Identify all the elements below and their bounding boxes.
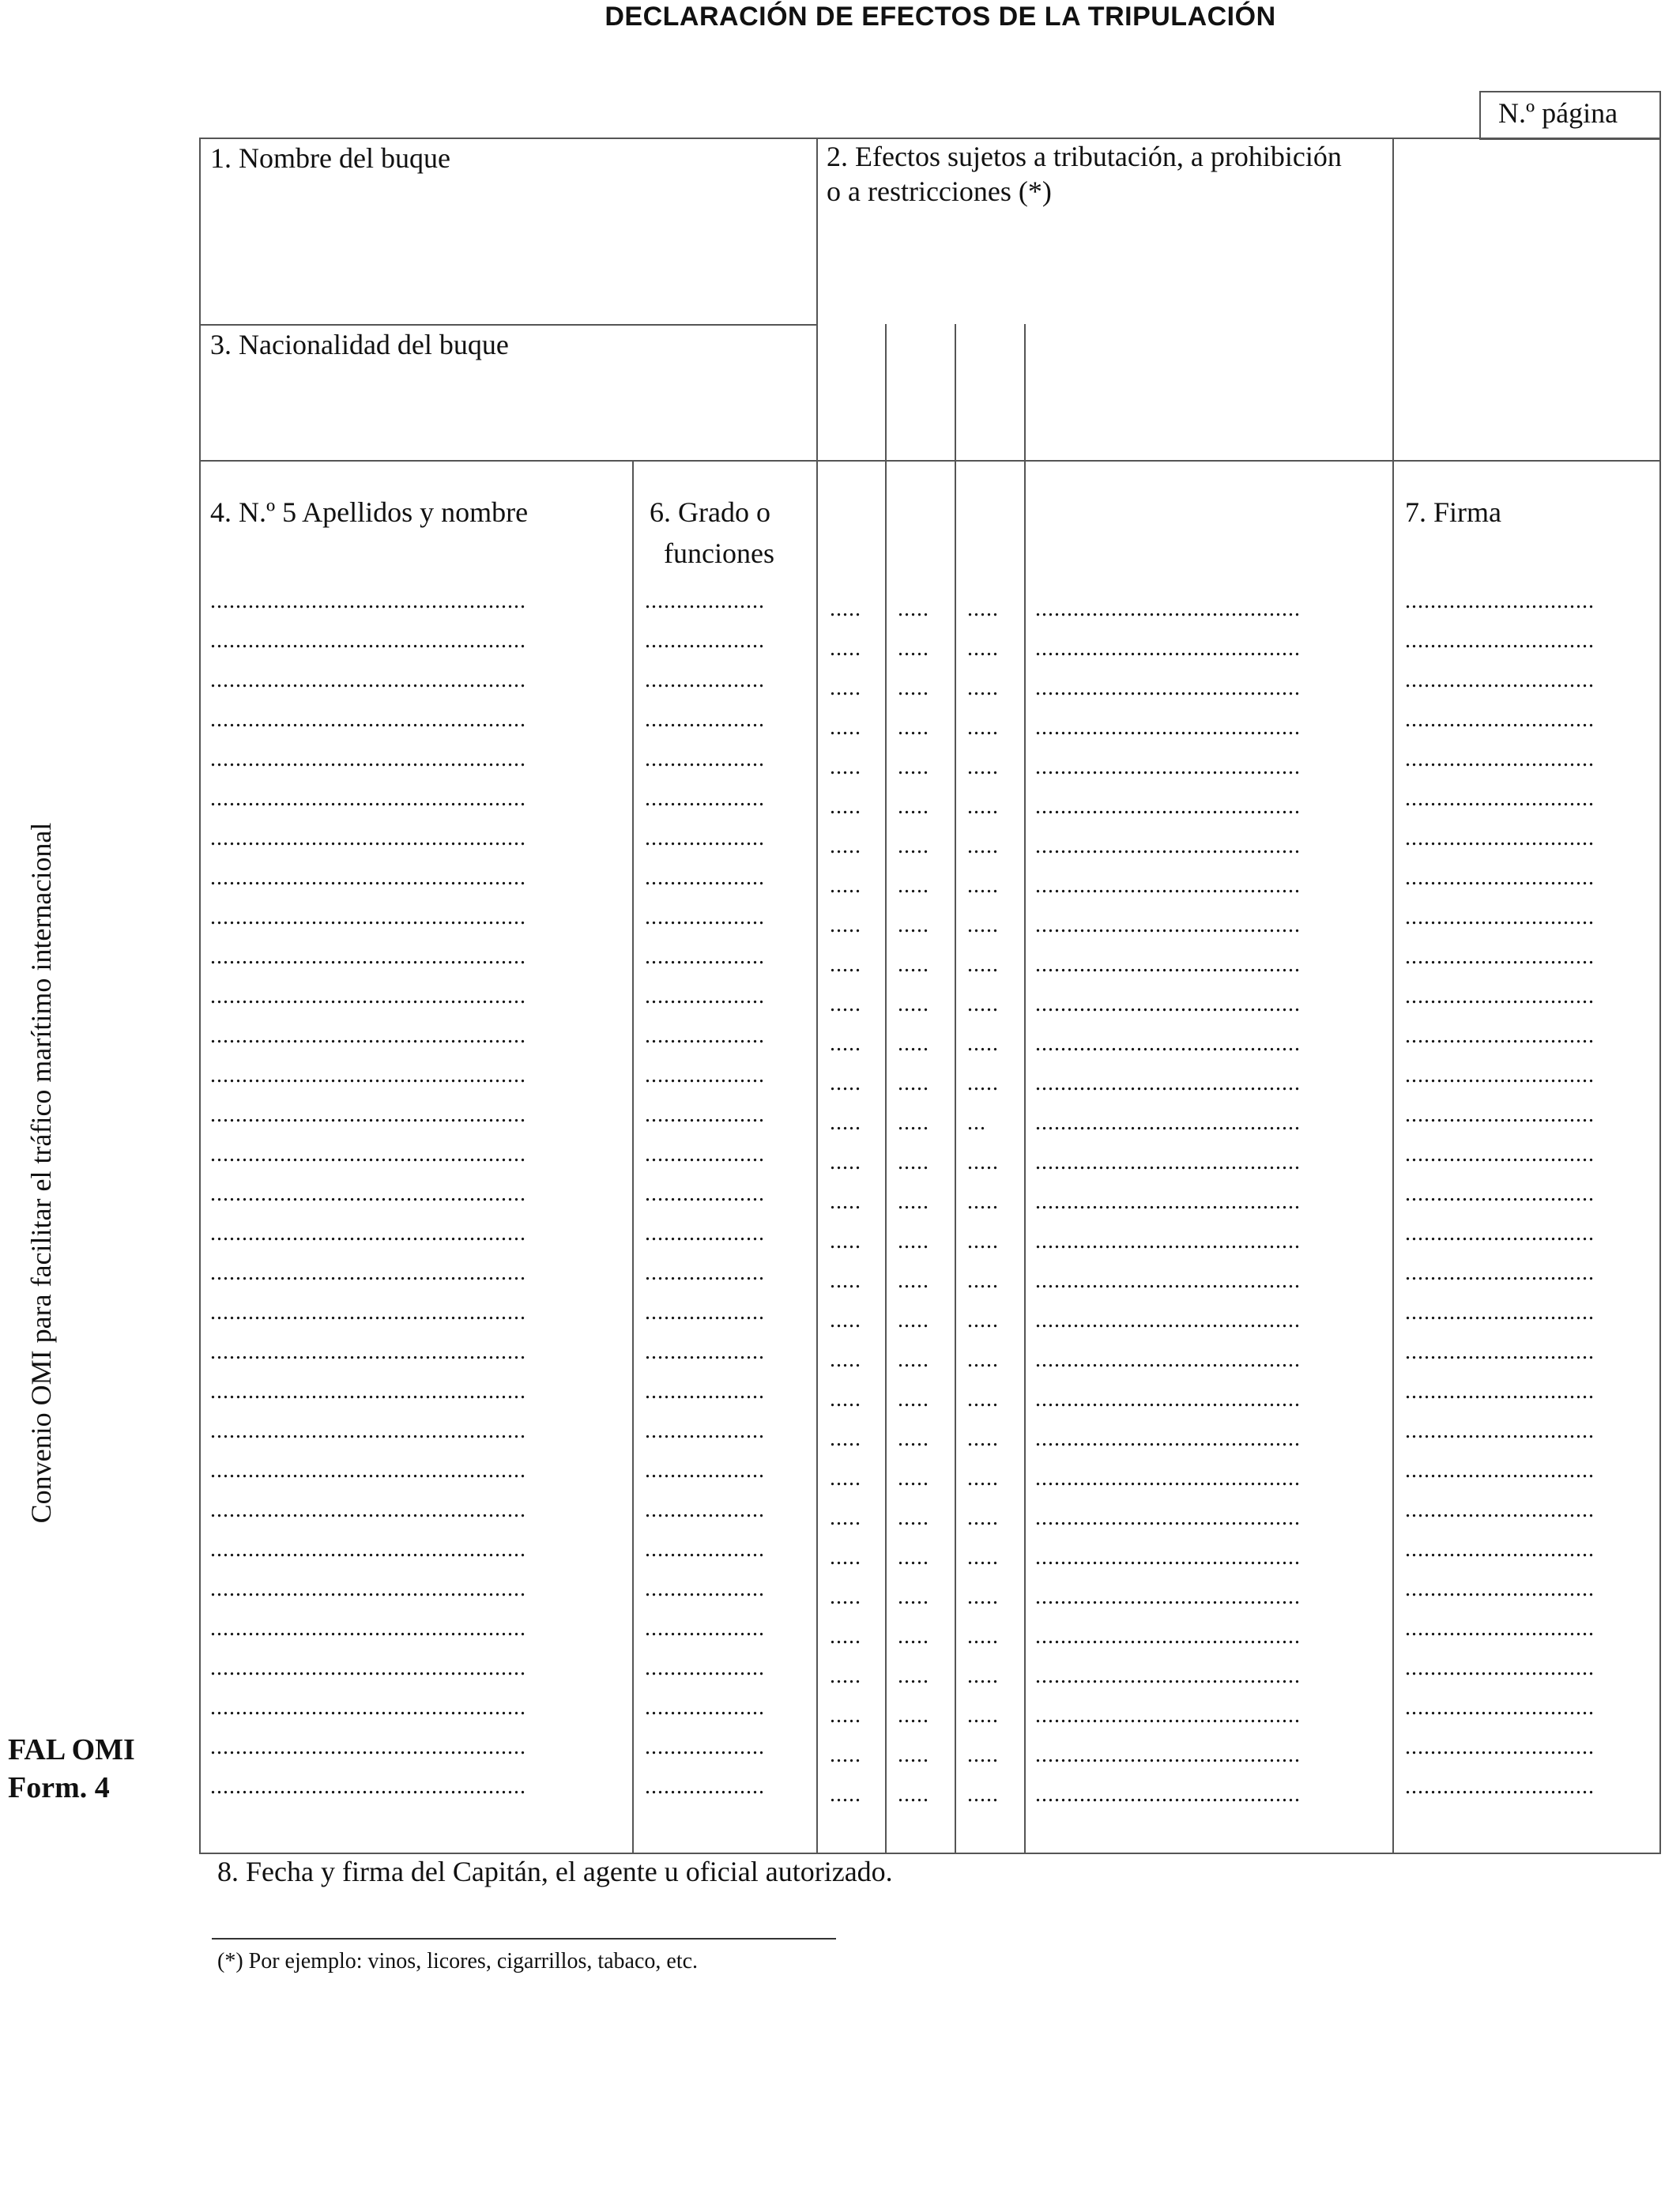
- captain-signature-label: 8. Fecha y firma del Capitán, el agente u oficial autorizado.: [217, 1856, 893, 1887]
- effects-col-2-entries[interactable]: ..... ..... ..... ..... ..... ..... ..... ..... ..... ..... ..... ..... ..... ..... ..... ..... ..... ..... ..... ..... ..... ..... ..... ..... ..... ..... ..... ..... ..... ..... .....: [898, 597, 929, 1807]
- divider-v-fields-1-2: [816, 138, 818, 1854]
- field-rank-label-line1: 6. Grado o: [650, 496, 770, 528]
- effects-col-3-entries[interactable]: ..... ..... ..... ..... ..... ..... ..... ..... ..... ..... ..... ..... ..... ... ..... ..... ..... ..... ..... ..... ..... ..... ..... ..... ..... ..... ..... ..... ..... ..... .....: [967, 597, 999, 1807]
- field-ship-nationality-label: 3. Nacionalidad del buque: [210, 329, 509, 360]
- divider-v-field-7: [1392, 138, 1394, 1854]
- signature-entries[interactable]: .............................. .............................. .............................. .............................. .............................. .............................. .............................. .............................. .............................. .............................. .............................. .............................. .............................. .............................. .............................. .............................. .............................. .............................. .............................. .............................. .............................. .............................. .............................. .............................. .............................. .............................. .............................. .............................. .............................. .............................. ..............................: [1405, 589, 1595, 1799]
- divider-v-effects-1: [885, 324, 887, 1854]
- field-rank-label-line2: funciones: [664, 537, 774, 569]
- divider-v-effects-3: [1024, 324, 1026, 1854]
- divider-v-rank: [632, 460, 634, 1854]
- form-code-line2: Form. 4: [8, 1771, 110, 1804]
- field-ship-name-label: 1. Nombre del buque: [210, 142, 450, 174]
- form-code-line1: FAL OMI: [8, 1733, 135, 1766]
- effects-col-1-entries[interactable]: ..... ..... ..... ..... ..... ..... ..... ..... ..... ..... ..... ..... ..... ..... ..... ..... ..... ..... ..... ..... ..... ..... ..... ..... ..... ..... ..... ..... ..... ..... .....: [830, 597, 861, 1807]
- field-effects-label-line1: 2. Efectos sujetos a tributación, a prohibición: [827, 141, 1342, 172]
- divider-v-effects-2: [955, 324, 956, 1854]
- field-signature-label: 7. Firma: [1405, 496, 1501, 528]
- ship-name-field[interactable]: [202, 179, 814, 321]
- footnote-rule: [212, 1938, 836, 1940]
- page-number-label: N.º página: [1498, 97, 1618, 129]
- convention-side-text: Convenio OMI para facilitar el tráfico marítimo internacional: [25, 822, 57, 1524]
- ship-nationality-field[interactable]: [202, 365, 814, 457]
- crew-name-entries[interactable]: .................................................. .................................................. .................................................. .................................................. .................................................. .................................................. .................................................. .................................................. .................................................. .................................................. .................................................. .................................................. .................................................. .................................................. .................................................. .................................................. .................................................. .................................................. .................................................. .................................................. .................................................. .................................................. .................................................. .................................................. .................................................. .................................................. .................................................. .................................................. .................................................. .................................................. ..................................................: [210, 589, 526, 1799]
- field-crew-name-label: 4. N.º 5 Apellidos y nombre: [210, 496, 529, 528]
- rank-entries[interactable]: ................... ................... ................... ................... ................... ................... ................... ................... ................... ................... ................... ................... ................... ................... ................... ................... ................... ................... ................... ................... ................... ................... ................... ................... ................... ................... ................... ................... ................... ................... ...................: [645, 589, 765, 1799]
- page-number-box[interactable]: [1479, 91, 1661, 140]
- field-effects-label-line2: o a restricciones (*): [827, 175, 1052, 207]
- page-title: DECLARACIÓN DE EFECTOS DE LA TRIPULACIÓN: [605, 2, 1276, 32]
- divider-h-header: [199, 460, 1661, 462]
- effects-col-4-entries[interactable]: .......................................... .......................................... .......................................... .......................................... .......................................... .......................................... .......................................... .......................................... .......................................... .......................................... .......................................... .......................................... .......................................... .......................................... .......................................... .......................................... .......................................... .......................................... .......................................... .......................................... .......................................... .......................................... .......................................... .......................................... .......................................... .......................................... .......................................... .......................................... .......................................... .......................................... ..........................................: [1035, 597, 1301, 1807]
- form-code: [8, 1731, 135, 1807]
- footnote: (*) Por ejemplo: vinos, licores, cigarrillos, tabaco, etc.: [217, 1949, 699, 1973]
- divider-h-field-3: [199, 324, 817, 326]
